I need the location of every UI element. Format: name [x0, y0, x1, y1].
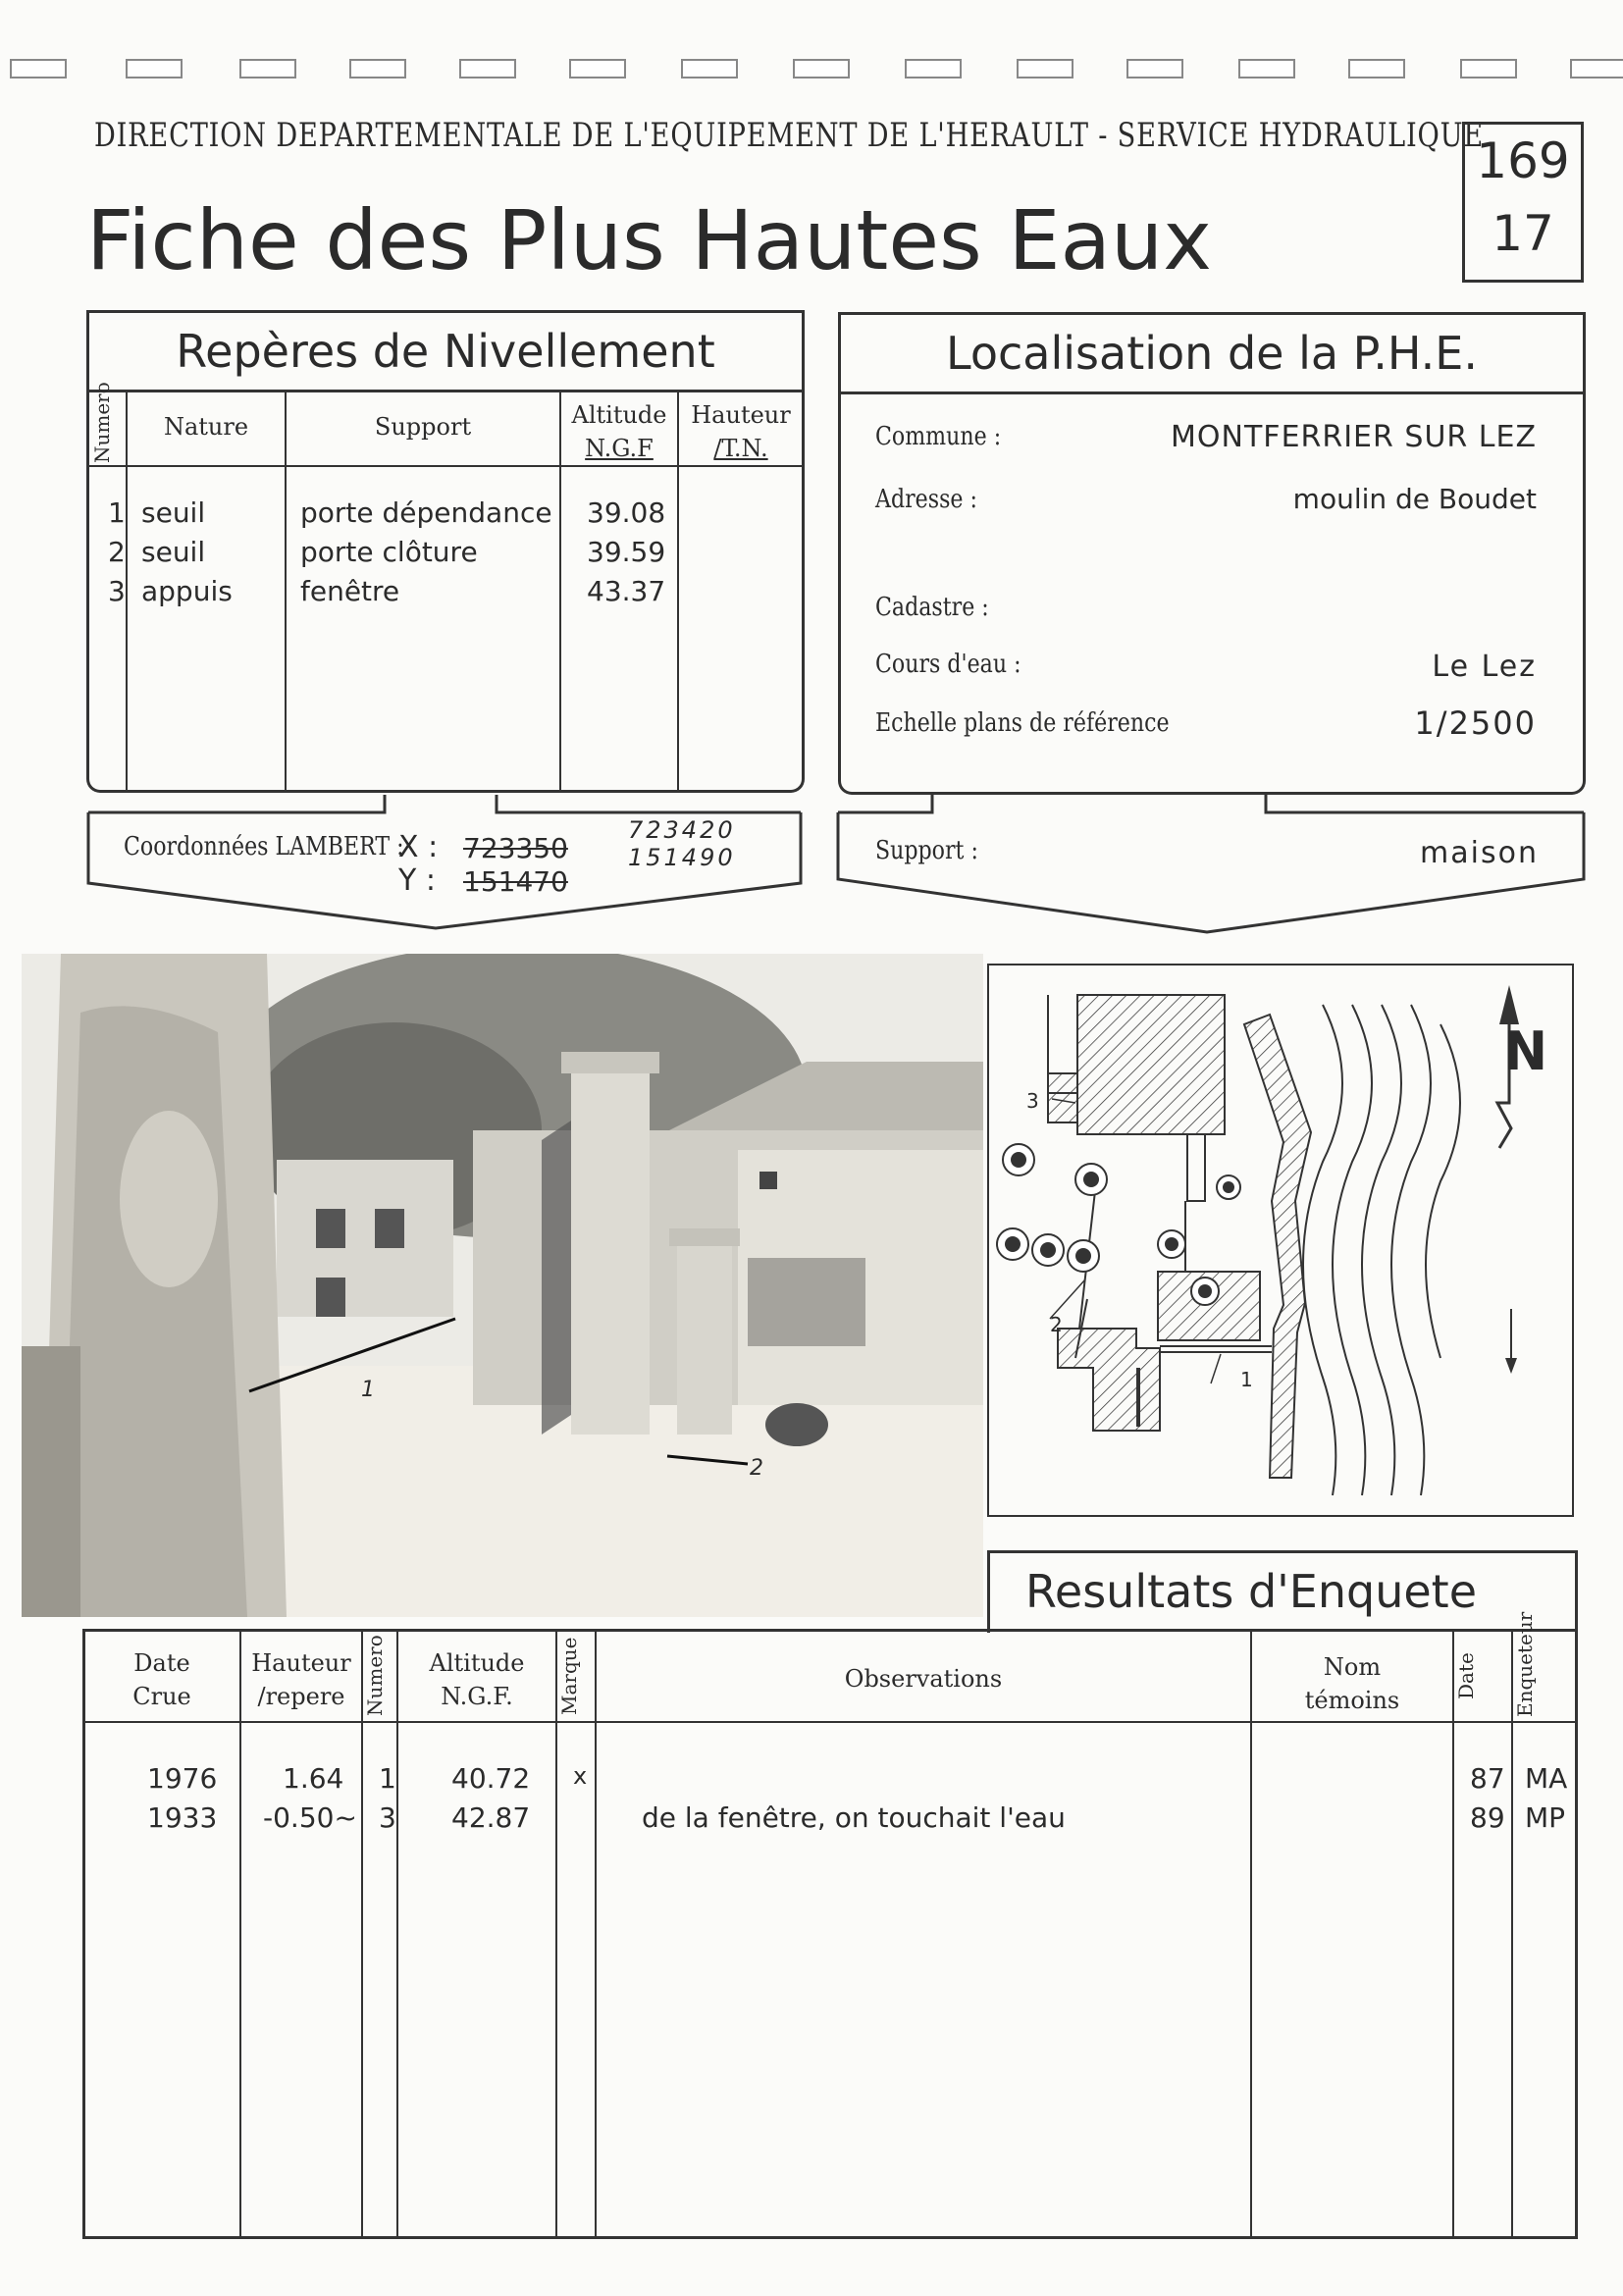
- col-header-hauteur: [679, 398, 803, 465]
- binder-hole: [905, 59, 962, 78]
- col-header-altitude-ngf: [398, 1646, 555, 1713]
- col-header-marque: Marque: [557, 1637, 581, 1715]
- result-numero: 3: [379, 1801, 396, 1834]
- result-hauteur: 1.64: [283, 1762, 344, 1795]
- binder-hole: [1238, 59, 1295, 78]
- lambert-x-label: X :: [398, 830, 439, 864]
- divider: [82, 1721, 1578, 1723]
- echelle-label: Echelle plans de référence: [875, 708, 1170, 738]
- commune-value: MONTFERRIER SUR LEZ: [1171, 420, 1537, 454]
- result-hauteur: -0.50~: [263, 1801, 357, 1834]
- binder-hole: [349, 59, 406, 78]
- divider: [239, 1629, 241, 2239]
- result-enqueteur: MA: [1525, 1762, 1568, 1795]
- result-enqueteur: MP: [1525, 1801, 1566, 1834]
- result-date-crue: 1976: [147, 1762, 218, 1795]
- adresse-value: moulin de Boudet: [1292, 483, 1537, 515]
- repere-support: porte dépendance: [300, 496, 552, 529]
- plan-label-1: 1: [1240, 1368, 1253, 1391]
- result-observations: de la fenêtre, on touchait l'eau: [642, 1801, 1066, 1834]
- repere-num: 3: [108, 575, 126, 607]
- col-header-nature: Nature: [163, 413, 249, 441]
- divider: [1250, 1629, 1252, 2239]
- repere-nature: seuil: [141, 536, 206, 568]
- col-header-numero: Numero: [90, 382, 114, 463]
- result-altitude: 42.87: [451, 1801, 531, 1834]
- reference-box: [1462, 122, 1584, 283]
- divider: [555, 1629, 557, 2239]
- col-header-altitude-line1: Altitude: [571, 401, 667, 429]
- result-date: 87: [1470, 1762, 1505, 1795]
- col-header-nom-line2: témoins: [1304, 1687, 1400, 1714]
- col-header-hauteur-line1: Hauteur: [251, 1649, 351, 1677]
- plan-label-3: 3: [1026, 1089, 1039, 1113]
- col-header-date-crue: [84, 1646, 239, 1713]
- repere-nature: appuis: [141, 575, 233, 607]
- divider: [86, 465, 805, 467]
- repere-altitude: 43.37: [587, 575, 666, 607]
- col-header-hauteur-line1: Hauteur: [691, 401, 791, 429]
- lambert-y-old: 151470: [463, 865, 568, 898]
- adresse-label: Adresse :: [875, 485, 977, 514]
- lambert-y-new: 151490: [628, 844, 736, 871]
- binder-hole: [1460, 59, 1517, 78]
- repere-num: 1: [108, 496, 126, 529]
- result-marque: x: [573, 1762, 588, 1790]
- lambert-label: Coordonnées LAMBERT :: [124, 832, 404, 861]
- localisation-title: Localisation de la P.H.E.: [946, 327, 1478, 380]
- reference-sheet: 17: [1492, 205, 1554, 262]
- localisation-title-box: [838, 312, 1586, 394]
- col-header-altitude-line2: N.G.F: [585, 435, 654, 462]
- lambert-x-old: 723350: [463, 832, 568, 864]
- divider: [595, 1629, 597, 2239]
- result-altitude: 40.72: [451, 1762, 531, 1795]
- binder-hole: [10, 59, 67, 78]
- binder-hole: [239, 59, 296, 78]
- binder-hole: [681, 59, 738, 78]
- binder-hole: [1348, 59, 1405, 78]
- col-header-hauteur-repere: [241, 1646, 361, 1713]
- binder-hole: [126, 59, 183, 78]
- photo-label-2: 2: [750, 1456, 763, 1481]
- col-header-date-crue-line1: Date: [133, 1649, 190, 1677]
- binder-hole: [1126, 59, 1183, 78]
- site-plan-drawing: [989, 965, 1572, 1515]
- cours-eau-label: Cours d'eau :: [875, 650, 1021, 679]
- repere-altitude: 39.59: [587, 536, 666, 568]
- cours-eau-value: Le Lez: [1432, 650, 1537, 684]
- col-header-hauteur-line2: /T.N.: [713, 435, 768, 462]
- divider: [285, 391, 287, 793]
- site-plan: [987, 964, 1574, 1517]
- col-header-date: Date: [1454, 1652, 1478, 1699]
- binder-hole: [793, 59, 850, 78]
- col-header-altitude-line2: N.G.F.: [441, 1683, 513, 1710]
- repere-support: fenêtre: [300, 575, 400, 607]
- divider: [1452, 1629, 1454, 2239]
- divider: [396, 1629, 398, 2239]
- reference-number: 169: [1476, 132, 1570, 189]
- plan-label-2: 2: [1050, 1313, 1063, 1336]
- col-header-observations: Observations: [844, 1665, 1003, 1693]
- result-numero: 1: [379, 1762, 396, 1795]
- col-header-numero: Numero: [363, 1635, 387, 1717]
- page-title: Fiche des Plus Hautes Eaux: [86, 192, 1212, 288]
- col-header-support: Support: [374, 413, 472, 441]
- echelle-value: 1/2500: [1414, 704, 1537, 742]
- reperes-title-box: [86, 310, 805, 392]
- agency-header: DIRECTION DEPARTEMENTALE DE L'EQUIPEMENT DE L'HERAULT - SERVICE HYDRAULIQUE: [94, 116, 1484, 155]
- result-date-crue: 1933: [147, 1801, 218, 1834]
- commune-label: Commune :: [875, 422, 1002, 451]
- divider: [1511, 1629, 1513, 2239]
- site-photo: [22, 954, 983, 1617]
- binder-hole: [1570, 59, 1623, 78]
- support-value: maison: [1420, 836, 1539, 870]
- north-arrow-label: N: [1503, 1020, 1548, 1082]
- col-header-nom-temoins: [1252, 1650, 1452, 1717]
- reperes-title: Repères de Nivellement: [176, 325, 715, 378]
- cadastre-label: Cadastre :: [875, 593, 989, 622]
- binder-hole: [1017, 59, 1073, 78]
- col-header-altitude-line1: Altitude: [429, 1649, 525, 1677]
- resultats-title-box: [987, 1550, 1578, 1633]
- lambert-y-label: Y :: [398, 863, 436, 898]
- binder-hole: [569, 59, 626, 78]
- col-header-date-crue-line2: Crue: [132, 1683, 191, 1710]
- col-header-enqueteur: Enqueteur: [1513, 1611, 1537, 1717]
- col-header-altitude: [561, 398, 677, 465]
- divider: [126, 391, 128, 793]
- photo-label-1: 1: [361, 1378, 375, 1402]
- resultats-title: Resultats d'Enquete: [1025, 1565, 1477, 1618]
- col-header-nom-line1: Nom: [1323, 1653, 1382, 1681]
- repere-num: 2: [108, 536, 126, 568]
- result-date: 89: [1470, 1801, 1505, 1834]
- divider: [361, 1629, 363, 2239]
- repere-nature: seuil: [141, 496, 206, 529]
- col-header-hauteur-line2: /repere: [257, 1683, 345, 1710]
- lambert-x-new: 723420: [628, 816, 736, 844]
- binder-hole: [459, 59, 516, 78]
- site-photo-drawing: [22, 954, 983, 1617]
- support-label: Support :: [875, 836, 978, 865]
- repere-altitude: 39.08: [587, 496, 666, 529]
- repere-support: porte clôture: [300, 536, 478, 568]
